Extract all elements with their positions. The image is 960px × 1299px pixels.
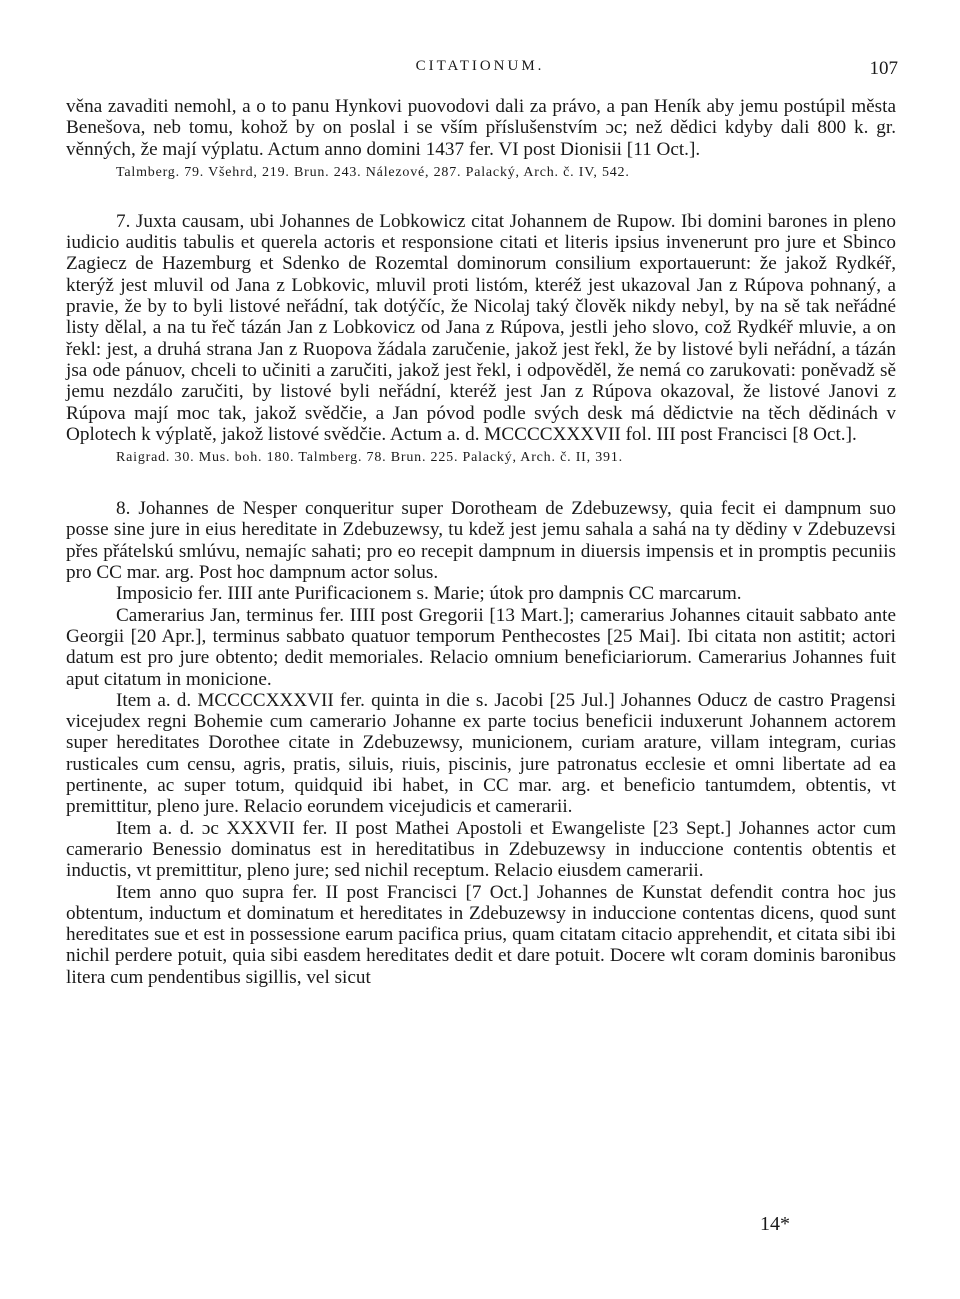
paragraph-8-5: Item a. d. ɔc XXXVII fer. II post Mathei Apostoli et Ewangeliste [23 Sept.] Johannes actor cum camerario Benessio dominatus est in hereditatibus in Zdebuzewsy in induccione contentis obtentis et inductis, vt premittitur, pleno jure; sed nichil receptum. Relacio eiusdem camerarii. [66, 817, 896, 882]
paragraph-8-1: 8. Johannes de Nesper conqueritur super Dorotheam de Zdebuzewsy, quia fecit ei dampnum suo posse sine jure in eius hereditate in Zdebuzewsy, tu kdež jest jemu sahala a sahá na ty dědiny v Zdebuzevsi přes přátelskú smlúvu, nemajíc sahati; pro eo recepit dampnum in diuersis impensis et in promptis pecuniis pro CC mar. arg. Post hoc dampnum actor solus. [66, 498, 896, 584]
references-7: Raigrad. 30. Mus. boh. 180. Talmberg. 78. Brun. 225. Palacký, Arch. č. II, 391. [116, 450, 623, 466]
signature-mark: 14* [760, 1213, 790, 1235]
spacer [66, 468, 896, 498]
references-6: Talmberg. 79. Všehrd, 219. Brun. 243. Nálezové, 287. Palacký, Arch. č. IV, 542. [116, 164, 630, 180]
paragraph-8-2: Imposicio fer. IIII ante Purificacionem s. Marie; útok pro dampnis CC marcarum. [116, 583, 742, 605]
spacer [66, 183, 896, 211]
paragraph-8-4: Item a. d. MCCCCXXXVII fer. quinta in die s. Jacobi [25 Jul.] Johannes Oducz de castro Pragensi vicejudex regni Bohemie cum camerario Johanne ex parte tocius beneficii induxerunt Johannem actorem super hereditates Dorothee citate in Zdebuzewsy, municionem, curiam arature, villam integram, curias rusticales cum censu, agris, pratis, siluis, riuis, piscinis, jure patronatus ecclesie et omni libertate ad ea pertinente, ac super totum, quidquid ibi habet, in CC mar. arg. et beneficio tantumdem, obtentis, vt premittitur, pleno jure. Relacio eorundem vicejudicis et camerarii. [66, 689, 896, 818]
paragraph-8-6: Item anno quo supra fer. II post Francisci [7 Oct.] Johannes de Kunstat defendit contra hoc jus obtentum, inductum et dominatum et hereditates in Zdebuzewsy in induccione contentas dicens, quod sunt hereditates sue et est in possessione earum pacifica prius, quam citatam citacio apprehendit, et citata sibi ibi nichil perdere potuit, quia sibi easdem hereditates dedit et dare potuit. Docere wlt coram dominis baronibus litera cum pendentibus sigillis, vel sicut [66, 881, 896, 988]
running-title: CITATIONUM. [415, 58, 545, 74]
body-text [66, 96, 896, 988]
paragraph-6-tail: věna zavaditi nemohl, a o to panu Hynkovi puovodovi dali za právo, a pan Heník aby jemu postúpil města Benešova, neb tomu, kohož by on poslal i se vším příslušenstvím ɔc; než dědici kdyby dali 800 k. gr. věnných, že mají výplatu. Actum anno domini 1437 fer. VI post Dionisii [11 Oct.]. [66, 96, 896, 160]
paragraph-7: 7. Juxta causam, ubi Johannes de Lobkowicz citat Johannem de Rupow. Ibi domini barones in pleno iudicio auditis tabulis et querela actoris et responsione citati et literis ipsius invenerunt pro jure et Sbinco Zagiecz de Hazemburg et Sdenko de Rozemtal dominorum consilium exportauerunt: že jakož Rydkéř, kterýž jest mluvil od Jana z Lobkovic, mluvil proti listóm, kteréž jest ukazoval Jan z Rúpova pohnaný, a pravie, že by to byli listové neřádní, tak dotýčíc, že Nicolaj taký člověk nikdy nebyl, by na sě tak neřádné listy dělal, a na tu řeč tázán Jan z Lobkovicz od Jana z Rúpova, jestli jeho slovo, což Rydkéř mluvie, a on řekl: jest, a druhá strana Jan z Ruopova žádala zaručenie, jakož jest řekl, že by listové byli neřádní, a tázán jsa ode pánuov, chceli to učiniti a zaručiti, jakož jest řekl, i odpověděl, že nemá co zarukovati: poněvadž sě jemu nezdálo zaručiti, by listové byli neřádní, kteréž jest Jan z Rúpova okazoval, že listové Janovi z Rúpova mají moc tak, jakož svědčie, a Jan póvod podle svých desk má dědictvie na těch dědinách v Oplotech k výplatě, jakož listové svědčie. Actum a. d. MCCCCXXXVII fol. III post Francisci [8 Oct.]. [66, 210, 896, 445]
paragraph-8-3: Camerarius Jan, terminus fer. IIII post Gregorii [13 Mart.]; camerarius Johannes citauit sabbato ante Georgii [20 Apr.], terminus sabbato quatuor temporum Penthecostes [25 Mai]. Ibi citata non astitit; actori datum est pro jure obtento; dedit memoriales. Relacio omnium beneficiariorum. Camerarius Johannes fuit aput citatum in monicione. [66, 604, 896, 690]
page-number: 107 [869, 58, 898, 79]
